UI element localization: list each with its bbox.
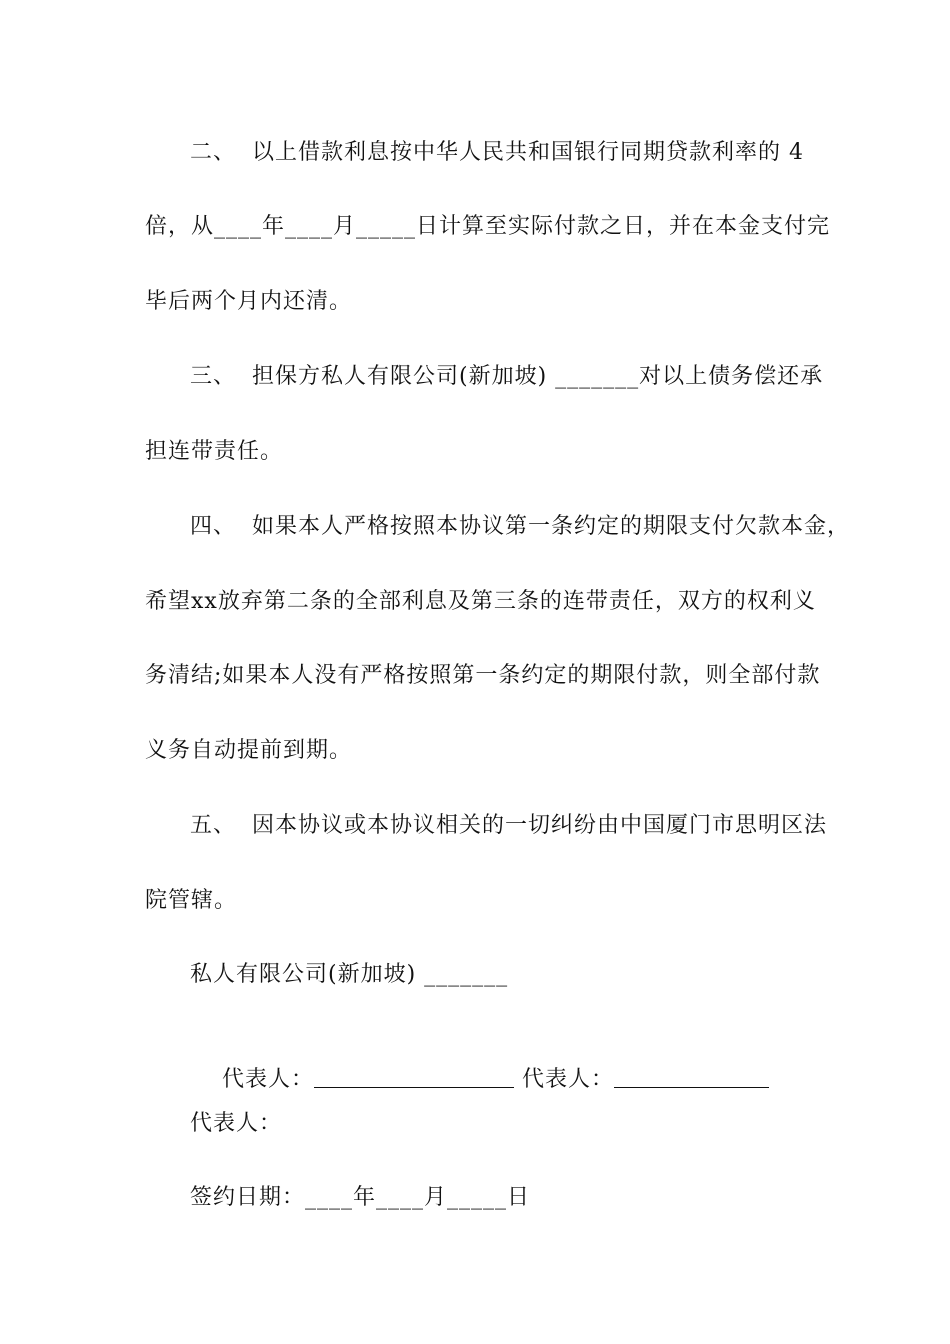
clause-5-line-2: 院管辖。 (145, 888, 238, 913)
clause-4-line-3: 务清结;如果本人没有严格按照第一条约定的期限付款，则全部付款 (145, 663, 821, 688)
clause-4-line-1: 四、 如果本人严格按照本协议第一条约定的期限支付欠款本金， (190, 514, 850, 539)
clause-5-line-1: 五、 因本协议或本协议相关的一切纠纷由中国厦门市思明区法 (190, 813, 827, 838)
representative-2-label: 代表人： (522, 1067, 615, 1092)
clause-2-line-1: 二、 以上借款利息按中华人民共和国银行同期贷款利率的 4 (190, 140, 804, 165)
clause-2-line-3: 毕后两个月内还清。 (145, 289, 353, 314)
clause-3-line-2: 担连带责任。 (145, 439, 284, 464)
clause-4-line-2: 希望xx放弃第二条的全部利息及第三条的连带责任，双方的权利义 (145, 589, 816, 614)
signing-date: 签约日期：____年____月_____日 (190, 1185, 531, 1210)
representative-1-label: 代表人： (221, 1067, 314, 1092)
clause-3-line-1: 三、 担保方私人有限公司(新加坡) _______对以上债务偿还承 (190, 364, 824, 389)
representative-3-label: 代表人： (190, 1111, 283, 1136)
clause-4-line-4: 义务自动提前到期。 (145, 738, 353, 763)
representative-1-blank (314, 1065, 514, 1088)
signature-company: 私人有限公司(新加坡) _______ (190, 962, 509, 987)
representative-2-blank (614, 1065, 769, 1088)
clause-2-line-2: 倍，从____年____月_____日计算至实际付款之日，并在本金支付完 (145, 214, 831, 239)
